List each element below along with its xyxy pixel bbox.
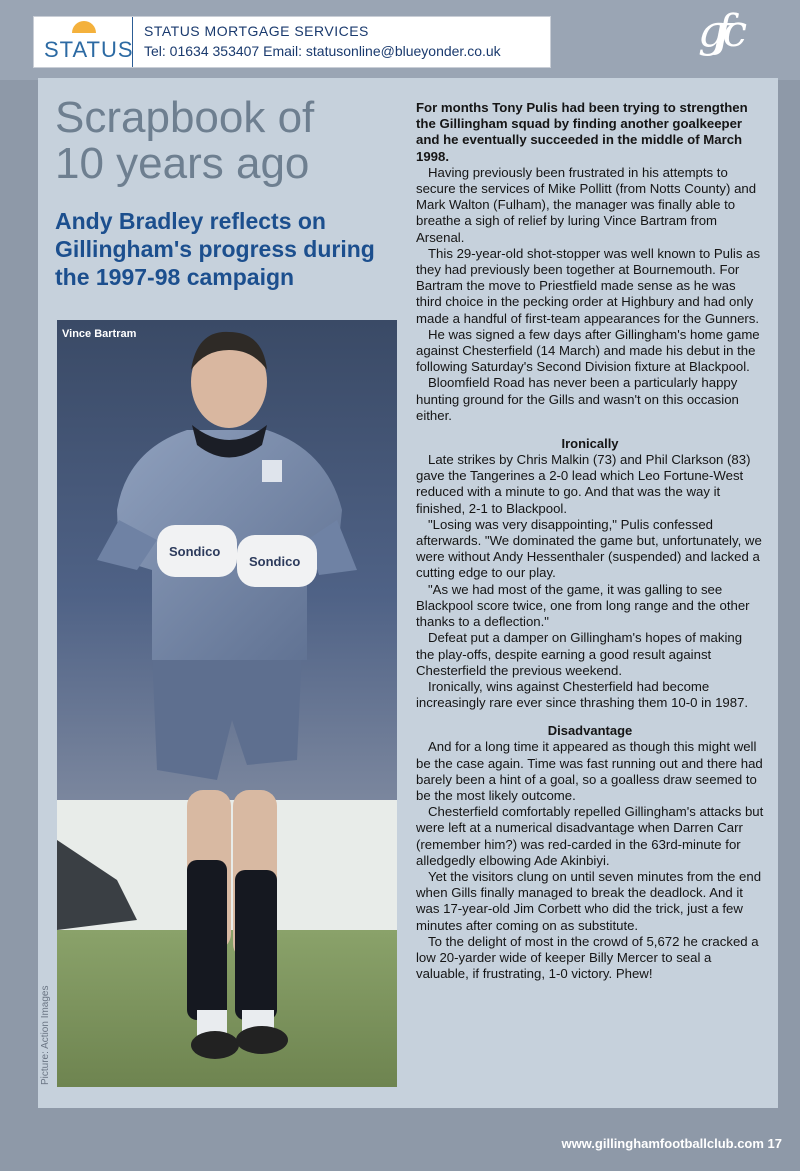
- svg-text:Sondico: Sondico: [249, 554, 301, 569]
- article-paragraph: To the delight of most in the crowd of 5,672 he cracked a low 20-yarder wide of keeper Billy Mercer to seal a valuable, if frustrating, 1-0 victory. Phew!: [416, 933, 759, 982]
- article-paragraph: Defeat put a damper on Gillingham's hopes of making the play-offs, despite earning a good result against Chesterfield the previous weekend.: [416, 630, 743, 678]
- article-paragraph: Late strikes by Chris Malkin (73) and Phil Clarkson (83) gave the Tangerines a 2-0 lead which Leo Fortune-West reduced with a minute to go. And that was the way it finished, 2-1 to Blackpool.: [416, 452, 751, 516]
- status-logo: [34, 17, 133, 67]
- title-line-2: 10 years ago: [55, 139, 310, 188]
- section-heading-ironically: Ironically: [561, 436, 619, 452]
- article-paragraph: Having previously been frustrated in his attempts to secure the services of Mike Pollitt (from Notts County) and Mark Walton (Fulham), the manager was finally able to breathe a sigh of relief by luring Vince Bartram from Arsenal.: [416, 164, 757, 245]
- page-subtitle: Andy Bradley reflects on Gillingham's progress during the 1997-98 campaign: [55, 208, 375, 290]
- article-paragraph: This 29-year-old shot-stopper was well known to Pulis as they had previously been together at Bournemouth. For Bartram the move to Priestfield made sense as he was third choice in the pecking order at Highbury and had only made a handful of first-team appearances for the Gunners.: [416, 245, 761, 326]
- article-body: [416, 100, 764, 982]
- article-paragraph: He was signed a few days after Gillingham's home game against Chesterfield (14 March) and made his debut in the following Saturday's Second Division fixture at Blackpool.: [416, 326, 760, 375]
- article-paragraph: Ironically, wins against Chesterfield had become increasingly rare ever since thrashing them 10-0 in 1987.: [416, 678, 749, 711]
- club-monogram-logo: gfc: [698, 6, 738, 57]
- sun-icon: [72, 21, 96, 33]
- article-lead: For months Tony Pulis had been trying to strengthen the Gillingham squad by finding another goalkeeper and he eventually succeeded in the middle of March 1998.: [416, 100, 748, 164]
- article-paragraph: "Losing was very disappointing," Pulis confessed afterwards. "We dominated the game but, unfortunately, we were without Andy Hessenthaler (suspended) and lacked a cutting edge to our play.: [416, 516, 762, 581]
- goalkeeper-photo-illustration: [57, 320, 397, 1087]
- photo-credit: Picture: Action Images: [40, 985, 51, 1085]
- article-paragraph: And for a long time it appeared as though this might well be the case again. Time was fast running out and there had barely been a hint of a goal, so a goalless draw seemed to be the most likely outcome.: [416, 739, 763, 803]
- photo-caption: Vince Bartram: [62, 328, 137, 340]
- page-footer-url[interactable]: www.gillinghamfootballclub.com 17: [561, 1136, 782, 1151]
- article-paragraph: "As we had most of the game, it was galling to see Blackpool score twice, one from long range and the other thanks to a deflection.": [416, 581, 750, 630]
- advert-contact: Tel: 01634 353407 Email: statusonline@blueyonder.co.uk: [144, 43, 501, 59]
- page-title: [55, 95, 395, 187]
- article-paragraph: Yet the visitors clung on until seven minutes from the end when Gills finally managed to break the deadlock. And it was 17-year-old Jim Corbett who did the trick, just a few minutes after coming on as substitute.: [416, 868, 762, 933]
- svg-text:Sondico: Sondico: [169, 544, 221, 559]
- section-heading-disadvantage: Disadvantage: [547, 723, 633, 739]
- article-paragraph: Bloomfield Road has never been a particularly happy hunting ground for the Gills and wasn't on this occasion either.: [416, 375, 739, 423]
- advert-title: STATUS MORTGAGE SERVICES: [144, 23, 369, 39]
- player-photo: [57, 320, 397, 1087]
- title-line-1: Scrapbook of: [55, 93, 315, 142]
- article-paragraph: Chesterfield comfortably repelled Gillingham's attacks but were left at a numerical disadvantage when Darren Carr (remember him?) was red-carded in the 63rd-minute for alledgedly elbowing Ade Akinbiyi.: [416, 804, 764, 868]
- sponsor-advert[interactable]: [33, 16, 551, 68]
- status-logo-text: STATUS: [44, 37, 134, 62]
